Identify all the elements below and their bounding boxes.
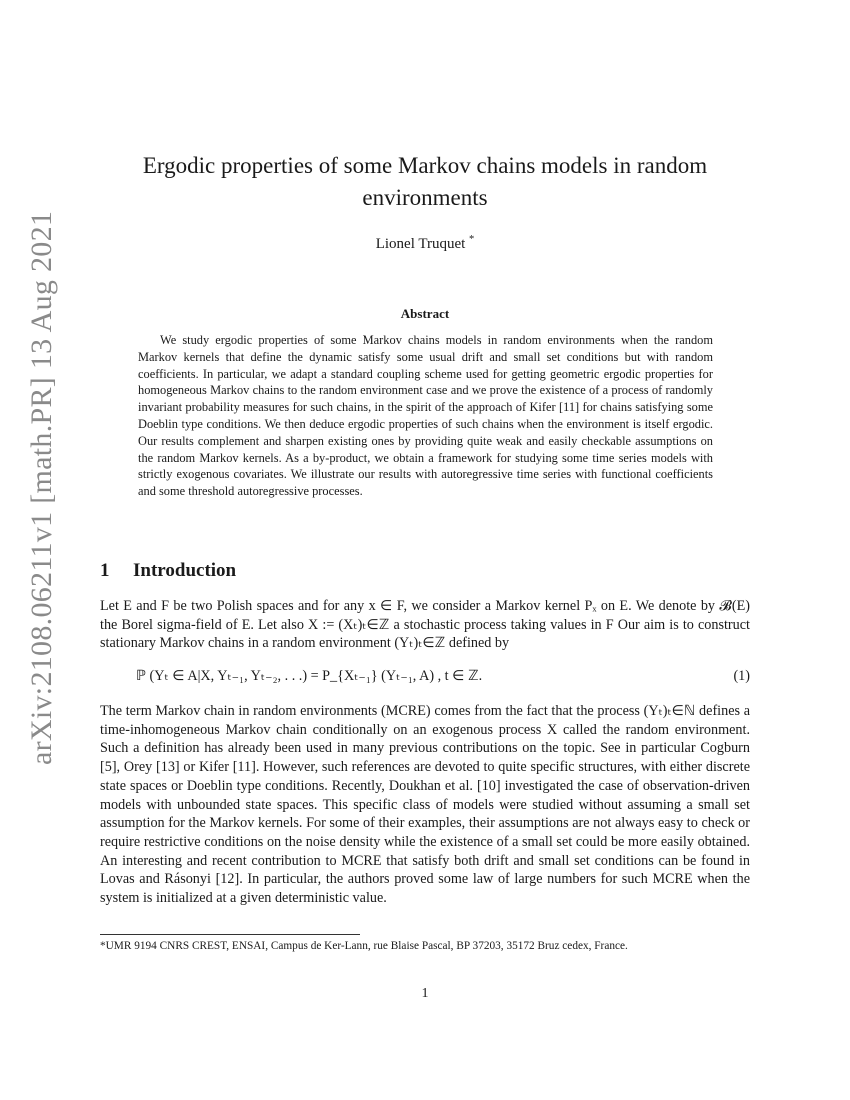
author-name: Lionel Truquet [375, 236, 466, 252]
paper-title: Ergodic properties of some Markov chains models in random environments [142, 153, 708, 210]
abstract-text: We study ergodic properties of some Markov chains models in random environments when the random Markov kernels that define the dynamic satisfy some usual drift and small set conditions but with random coefficients. In particular, we adapt a standard coupling scheme used for getting geometric ergodic properties for homogeneous Markov chains to the random environment case and we prove the existence of a process of randomly invariant probability measures for such chains, in the spirit of the approach of Kifer [11] for chains satisfying some Doeblin type conditions. We then deduce ergodic properties of such chains when the environment is itself ergodic. Our results complement and sharpen existing ones by providing quite weak and easily checkable assumptions on the random Markov kernels. As a by-product, we obtain a framework for studying some time series models with strictly exogenous covariates. We illustrate our results with autoregressive time series with functional coefficients and some threshold autoregressive processes. [138, 333, 713, 499]
section-title: Introduction [133, 560, 237, 581]
author-footnote-mark: * [469, 234, 475, 245]
section-heading [100, 560, 236, 582]
footnote-rule [100, 934, 360, 935]
equation-body: ℙ (Yₜ ∈ A|X, Yₜ₋₁, Yₜ₋₂, . . .) = P_{Xₜ₋₁} (Yₜ₋₁, A) , t ∈ ℤ. [136, 668, 483, 684]
intro-paragraph-1: Let E and F be two Polish spaces and for any x ∈ F, we consider a Markov kernel Pₓ on E. We denote by 𝓑(E) the Borel sigma-field of E. Let also X := (Xₜ)ₜ∈ℤ a stochastic process taking values in F Our aim is to construct stationary Markov chains in a random environment (Yₜ)ₜ∈ℤ defined by [100, 598, 750, 652]
page-number: 1 [421, 986, 429, 1001]
author-line [100, 234, 750, 253]
footnote: *UMR 9194 CNRS CREST, ENSAI, Campus de Ker-Lann, rue Blaise Pascal, BP 37203, 35172 Bruz cedex, France. [100, 940, 628, 952]
equation-number: (1) [733, 668, 750, 684]
section-number: 1 [100, 560, 110, 581]
intro-paragraph-2: The term Markov chain in random environments (MCRE) comes from the fact that the process (Yₜ)ₜ∈ℕ defines a time-inhomogeneous Markov chain conditionally on an exogenous process X called the random environment. Such a definition has already been used in many previous contributions on the topic. See in particular Cogburn [5], Orey [13] or Kifer [11]. However, such references are devoted to quite specific structures, with either discrete state spaces or Doeblin type conditions. Recently, Doukhan et al. [10] investigated the case of observation-driven models with unbounded state spaces. This specific class of models were studied without assuming a small set assumption for the Markov kernels. For some of their examples, their assumptions are not always easy to check or require restrictive conditions on the noise density while the existence of a small set could be more easily obtained. An interesting and recent contribution to MCRE that satisfy both drift and small set conditions can be found in Lovas and Rásonyi [12]. In particular, the authors proved some law of large numbers for such MCRE when the system is initialized at a given deterministic value. [100, 703, 750, 907]
abstract-heading: Abstract [400, 306, 450, 321]
arxiv-identifier: arXiv:2108.06211v1 [math.PR] 13 Aug 2021 [25, 210, 58, 765]
